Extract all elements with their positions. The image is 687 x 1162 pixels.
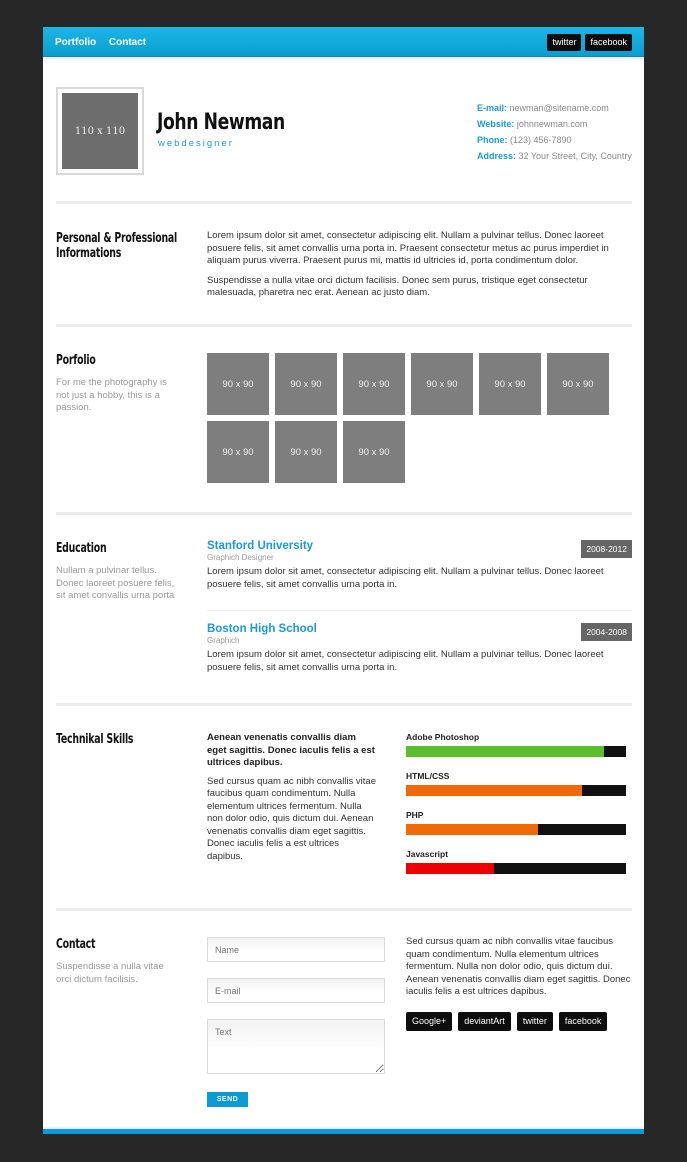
skill-bars <box>406 732 626 888</box>
skill-progress-bar <box>406 863 626 874</box>
education-degree: Graphich <box>207 636 240 645</box>
portfolio-thumb[interactable]: 90 x 90 <box>275 353 337 415</box>
resume-page <box>43 27 644 1134</box>
skills-lead: Aenean venenatis convallis diam eget sagittis. Donec iaculis felis a est ultrices dapibus. <box>207 732 375 768</box>
education-years-badge: 2008-2012 <box>581 540 632 558</box>
education-item <box>207 540 632 591</box>
skill-photoshop: Adobe Photoshop <box>406 732 626 757</box>
education-item <box>207 623 632 674</box>
portfolio-subtitle: For me the photography is not just a hobby, this is a passion. <box>56 377 167 413</box>
section-divider <box>56 201 632 204</box>
contact-email[interactable]: newman@sitename.com <box>509 103 609 113</box>
skills-description <box>207 732 377 863</box>
section-divider <box>56 512 632 515</box>
contact-email-row: E-mail: newman@sitename.com <box>477 103 609 113</box>
contact-website[interactable]: johnnewman.com <box>516 119 588 129</box>
twitter-button[interactable]: twitter <box>517 1012 553 1031</box>
portfolio-thumb[interactable]: 90 x 90 <box>343 421 405 483</box>
nav-portfolio-link[interactable]: Portfolio <box>55 37 97 48</box>
personal-section-title: Personal & Professional Informations <box>56 231 178 261</box>
education-degree: Graphich Designer <box>207 553 274 562</box>
portfolio-thumb[interactable]: 90 x 90 <box>275 421 337 483</box>
education-text: Lorem ipsum dolor sit amet, consectetur adipiscing elit. Nullam a pulvinar tellus. Donec laoreet posuere felis, sit amet convallis urna porta in. <box>207 649 604 673</box>
section-divider <box>56 908 632 911</box>
contact-address: 32 Your Street, City, Country <box>518 151 632 161</box>
education-text: Lorem ipsum dolor sit amet, consectetur adipiscing elit. Nullam a pulvinar tellus. Donec laoreet posuere felis, sit amet convallis urna porta in. <box>207 566 604 590</box>
skill-html-css: HTML/CSS <box>406 771 626 796</box>
section-divider <box>56 324 632 327</box>
skills-text: Sed cursus quam ac nibh convallis vitae faucibus quam condimentum. Nulla elementum ultrices fermentum. Nulla non dolor odio, quis dictum dui. Aenean venenatis convallis diam eget sagittis. Donec iaculis felis a est ultrices dapibus. <box>207 775 376 862</box>
profile-name: John Newman <box>157 110 285 135</box>
googleplus-button[interactable]: Google+ <box>406 1012 452 1031</box>
email-input[interactable] <box>207 978 385 1003</box>
education-section-title: Education <box>56 541 107 556</box>
footer-bar <box>43 1129 644 1134</box>
education-school: Stanford University <box>207 540 314 552</box>
skill-progress-bar <box>406 824 626 835</box>
deviantart-button[interactable]: deviantArt <box>458 1012 511 1031</box>
education-years-badge: 2004-2008 <box>581 623 632 641</box>
nav-contact-link[interactable]: Contact <box>108 37 147 48</box>
profile-photo <box>56 87 144 175</box>
contact-phone-row: Phone: (123) 456-7890 <box>477 135 572 145</box>
message-textarea[interactable] <box>207 1019 385 1074</box>
portfolio-thumb[interactable]: 90 x 90 <box>479 353 541 415</box>
personal-paragraph-2: Suspendisse a nulla vitae orci dictum facilisis. Donec sem purus, tristique eget consectetur malesuada, pharetra nec erat. Aenean ac justo diam. <box>207 274 588 298</box>
contact-text: Sed cursus quam ac nibh convallis vitae faucibus quam condimentum. Nulla elementum ultrices fermentum. Nulla non dolor odio, quis dictum dui. Aenean venenatis convallis diam eget sagittis. Donec iaculis felis a est ultrices dapibus. <box>406 936 631 997</box>
top-nav-bar <box>43 27 644 57</box>
skill-php: PHP <box>406 810 626 835</box>
portfolio-thumb[interactable]: 90 x 90 <box>207 353 269 415</box>
top-social-buttons <box>547 34 632 51</box>
skill-javascript: Javascript <box>406 849 626 874</box>
skill-progress-bar <box>406 746 626 757</box>
name-input[interactable] <box>207 937 385 962</box>
twitter-button[interactable]: twitter <box>547 34 581 51</box>
contact-subtitle: Suspendisse a nulla vitae orci dictum facilisis. <box>56 961 164 985</box>
skills-section-title: Technikal Skills <box>56 732 134 747</box>
footer-social-buttons <box>406 1012 607 1031</box>
personal-content <box>207 230 627 300</box>
contact-website-row: Website: johnnewman.com <box>477 119 588 129</box>
portfolio-grid <box>207 353 627 483</box>
portfolio-thumb[interactable]: 90 x 90 <box>547 353 609 415</box>
contact-address-row: Address: 32 Your Street, City, Country <box>477 151 632 161</box>
education-school: Boston High School <box>207 623 317 635</box>
contact-phone: (123) 456-7890 <box>510 135 572 145</box>
facebook-button[interactable]: facebook <box>585 34 632 51</box>
profile-photo-placeholder: 110 x 110 <box>62 93 138 169</box>
contact-info <box>477 100 632 164</box>
portfolio-thumb[interactable]: 90 x 90 <box>343 353 405 415</box>
portfolio-section-title: Porfolio <box>56 353 96 368</box>
send-button[interactable]: SEND <box>207 1092 248 1107</box>
facebook-button[interactable]: facebook <box>559 1012 608 1031</box>
nav-links <box>55 37 156 48</box>
personal-paragraph-1: Lorem ipsum dolor sit amet, consectetur adipiscing elit. Nullam a pulvinar tellus. Donec laoreet posuere felis, sit amet convallis urna porta in. Praesent consectetur metus ac purus imperdiet in aliquam purus viverra. Praesent purus mi, mattis id ultricies id, porta condimentum dolor. <box>207 230 609 266</box>
education-subtitle: Nullam a pulvinar tellus. Donec laoreet posuere felis, sit amet convallis urna porta <box>56 565 175 601</box>
profile-role: webdesigner <box>158 138 234 149</box>
header-shadow <box>43 57 644 61</box>
section-divider <box>56 703 632 706</box>
contact-section-title: Contact <box>56 937 96 952</box>
skill-progress-bar <box>406 785 626 796</box>
education-separator <box>207 610 632 611</box>
portfolio-thumb[interactable]: 90 x 90 <box>411 353 473 415</box>
portfolio-thumb[interactable]: 90 x 90 <box>207 421 269 483</box>
